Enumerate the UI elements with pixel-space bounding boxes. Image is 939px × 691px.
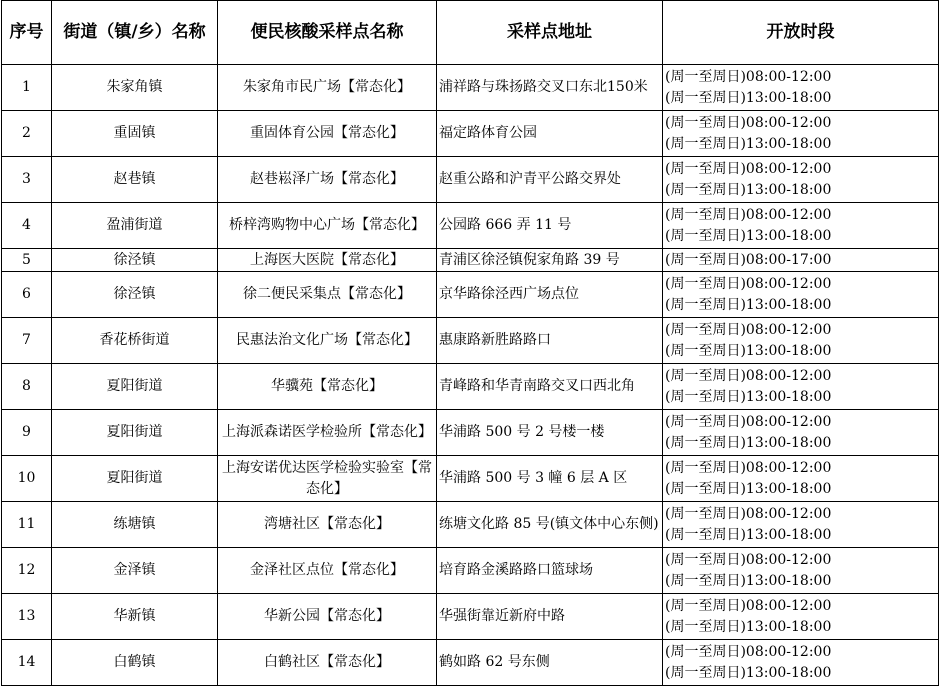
hours-slot: (周一至周日)08:00-12:00 [665,551,832,568]
hours-slot: (周一至周日)08:00-12:00 [665,160,832,177]
table-row [2,410,939,456]
row-town: 重固镇 [52,111,218,157]
hours-slot: (周一至周日)08:00-12:00 [665,321,832,338]
row-town: 徐泾镇 [52,249,218,272]
row-site-name: 朱家角市民广场【常态化】 [218,65,437,111]
row-site-name: 重固体育公园【常态化】 [218,111,437,157]
hours-slot: (周一至周日)13:00-18:00 [665,181,832,198]
hours-slot: (周一至周日)13:00-18:00 [665,618,832,635]
row-address: 福定路体育公园 [437,111,663,157]
row-index: 1 [2,65,52,111]
row-town: 夏阳街道 [52,364,218,410]
row-town: 夏阳街道 [52,456,218,502]
table-row [2,111,939,157]
row-town: 赵巷镇 [52,157,218,203]
row-site-name: 上海安诺优达医学检验实验室【常态化】 [218,456,437,502]
hours-slot: (周一至周日)13:00-18:00 [665,664,832,681]
hours-slot: (周一至周日)13:00-18:00 [665,296,832,313]
row-site-name: 上海派森诺医学检验所【常态化】 [218,410,437,456]
row-site-name: 湾塘社区【常态化】 [218,502,437,548]
table-row [2,594,939,640]
row-hours [663,203,939,249]
header-town: 街道（镇/乡）名称 [52,1,218,65]
hours-slot: (周一至周日)08:00-12:00 [665,413,832,430]
hours-slot: (周一至周日)08:00-12:00 [665,505,832,522]
row-town: 盈浦街道 [52,203,218,249]
row-index: 14 [2,640,52,686]
row-town: 朱家角镇 [52,65,218,111]
table-row [2,548,939,594]
hours-slot: (周一至周日)08:00-12:00 [665,206,832,223]
row-index: 3 [2,157,52,203]
row-site-name: 桥梓湾购物中心广场【常态化】 [218,203,437,249]
row-address: 赵重公路和沪青平公路交界处 [437,157,663,203]
row-hours [663,272,939,318]
row-town: 白鹤镇 [52,640,218,686]
row-index: 13 [2,594,52,640]
table-row [2,272,939,318]
row-town: 香花桥街道 [52,318,218,364]
row-hours [663,594,939,640]
hours-slot: (周一至周日)08:00-12:00 [665,597,832,614]
hours-slot: (周一至周日)08:00-17:00 [665,251,832,268]
row-town: 徐泾镇 [52,272,218,318]
row-address: 京华路徐泾西广场点位 [437,272,663,318]
table-row [2,249,939,272]
row-site-name: 白鹤社区【常态化】 [218,640,437,686]
hours-slot: (周一至周日)08:00-12:00 [665,367,832,384]
row-hours [663,364,939,410]
header-index: 序号 [2,1,52,65]
row-address: 培育路金溪路路口篮球场 [437,548,663,594]
row-index: 10 [2,456,52,502]
table-row [2,502,939,548]
header-site-name: 便民核酸采样点名称 [218,1,437,65]
sampling-sites-table [1,0,939,686]
row-index: 11 [2,502,52,548]
table-body [2,65,939,686]
table-row [2,364,939,410]
row-index: 12 [2,548,52,594]
row-hours [663,456,939,502]
row-address: 鹤如路 62 号东侧 [437,640,663,686]
row-site-name: 民惠法治文化广场【常态化】 [218,318,437,364]
row-hours [663,157,939,203]
row-site-name: 金泽社区点位【常态化】 [218,548,437,594]
table-row [2,456,939,502]
row-town: 金泽镇 [52,548,218,594]
row-index: 6 [2,272,52,318]
row-index: 5 [2,249,52,272]
row-address: 公园路 666 弄 11 号 [437,203,663,249]
hours-slot: (周一至周日)13:00-18:00 [665,227,832,244]
table-row [2,203,939,249]
header-address: 采样点地址 [437,1,663,65]
row-address: 浦祥路与珠扬路交叉口东北150米 [437,65,663,111]
row-address: 青浦区徐泾镇倪家角路 39 号 [437,249,663,272]
row-index: 7 [2,318,52,364]
hours-slot: (周一至周日)13:00-18:00 [665,342,832,359]
row-town: 练塘镇 [52,502,218,548]
row-hours [663,111,939,157]
row-site-name: 上海医大医院【常态化】 [218,249,437,272]
hours-slot: (周一至周日)13:00-18:00 [665,572,832,589]
hours-slot: (周一至周日)08:00-12:00 [665,114,832,131]
row-address: 青峰路和华青南路交叉口西北角 [437,364,663,410]
hours-slot: (周一至周日)08:00-12:00 [665,68,832,85]
hours-slot: (周一至周日)13:00-18:00 [665,388,832,405]
row-site-name: 赵巷崧泽广场【常态化】 [218,157,437,203]
row-index: 4 [2,203,52,249]
row-address: 练塘文化路 85 号(镇文体中心东侧) [437,502,663,548]
hours-slot: (周一至周日)13:00-18:00 [665,434,832,451]
row-address: 华强街靠近新府中路 [437,594,663,640]
row-index: 2 [2,111,52,157]
hours-slot: (周一至周日)08:00-12:00 [665,275,832,292]
row-address: 惠康路新胜路路口 [437,318,663,364]
table-row [2,65,939,111]
row-hours [663,318,939,364]
row-hours [663,65,939,111]
row-town: 夏阳街道 [52,410,218,456]
hours-slot: (周一至周日)08:00-12:00 [665,643,832,660]
row-index: 9 [2,410,52,456]
row-site-name: 徐二便民采集点【常态化】 [218,272,437,318]
hours-slot: (周一至周日)13:00-18:00 [665,480,832,497]
row-town: 华新镇 [52,594,218,640]
row-site-name: 华新公园【常态化】 [218,594,437,640]
hours-slot: (周一至周日)13:00-18:00 [665,135,832,152]
hours-slot: (周一至周日)13:00-18:00 [665,526,832,543]
row-address: 华浦路 500 号 3 幢 6 层 A 区 [437,456,663,502]
row-hours [663,410,939,456]
hours-slot: (周一至周日)08:00-12:00 [665,459,832,476]
table-row [2,157,939,203]
header-row [2,1,939,65]
table-row [2,640,939,686]
hours-slot: (周一至周日)13:00-18:00 [665,89,832,106]
header-hours: 开放时段 [663,1,939,65]
row-site-name: 华骥苑【常态化】 [218,364,437,410]
row-hours [663,548,939,594]
table-row [2,318,939,364]
row-hours [663,249,939,272]
row-hours [663,502,939,548]
row-index: 8 [2,364,52,410]
row-hours [663,640,939,686]
row-address: 华浦路 500 号 2 号楼一楼 [437,410,663,456]
